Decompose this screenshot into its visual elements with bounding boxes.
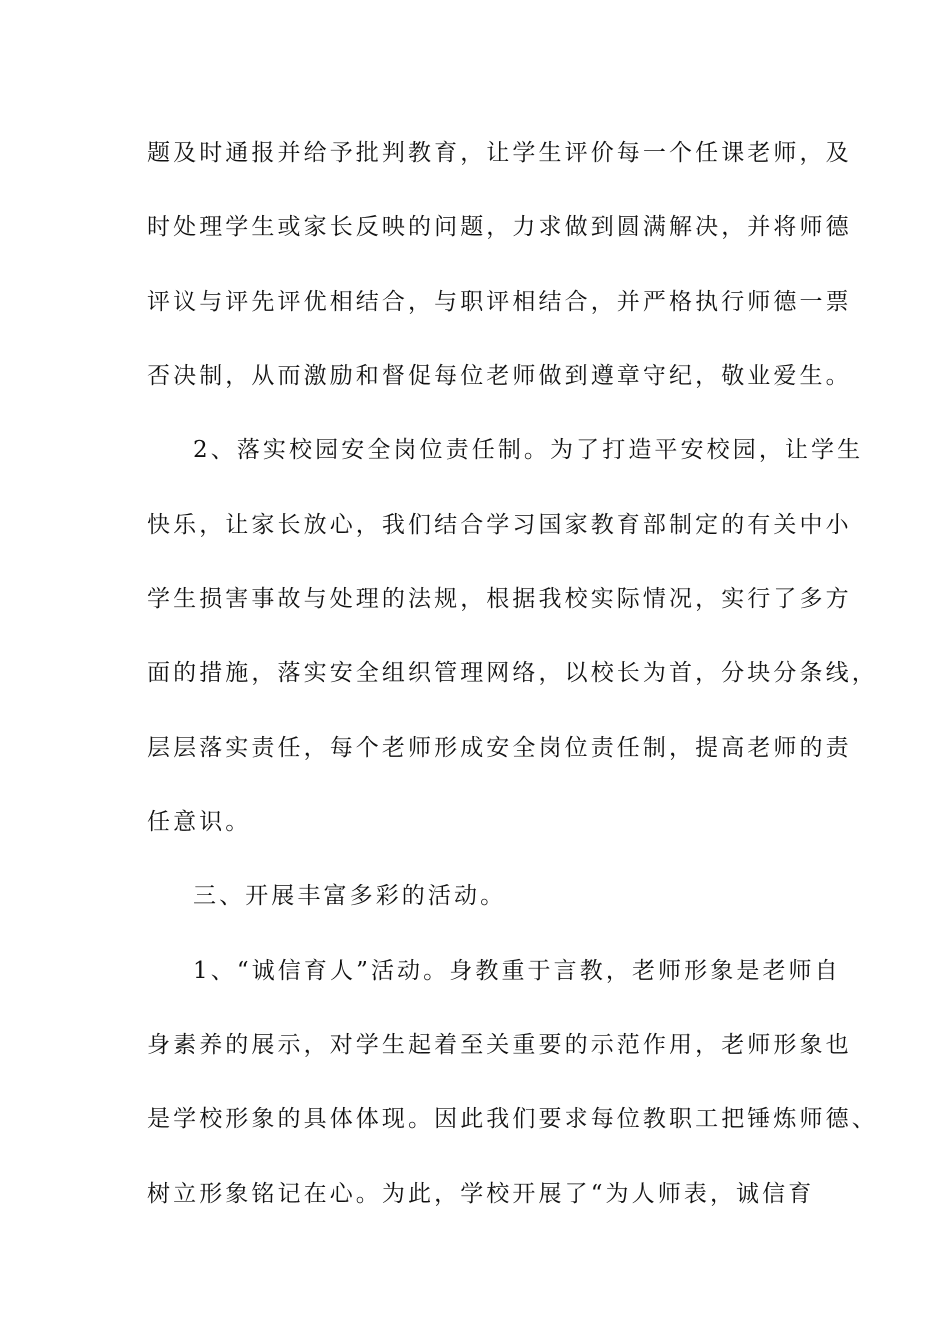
paragraph-start-line: 2、落实校园安全岗位责任制。为了打造平安校园，让学生 bbox=[193, 437, 864, 463]
paragraph-start-line: 1、“诚信育人”活动。身教重于言教，老师形象是老师自 bbox=[193, 958, 841, 984]
text-line: 任意识。 bbox=[147, 809, 252, 835]
text-line: 树立形象铭记在心。为此，学校开展了“为人师表，诚信育 bbox=[147, 1181, 815, 1207]
text-line: 时处理学生或家长反映的问题，力求做到圆满解决，并将师德 bbox=[147, 214, 852, 240]
text-line: 学生损害事故与处理的法规，根据我校实际情况，实行了多方 bbox=[147, 586, 852, 612]
text-line: 否决制，从而激励和督促每位老师做到遵章守纪，敬业爱生。 bbox=[147, 363, 852, 389]
text-line: 题及时通报并给予批判教育，让学生评价每一个任课老师，及 bbox=[147, 140, 852, 166]
text-line: 快乐，让家长放心，我们结合学习国家教育部制定的有关中小 bbox=[147, 512, 852, 538]
section-heading: 三、开展丰富多彩的活动。 bbox=[193, 883, 507, 909]
text-line: 层层落实责任，每个老师形成安全岗位责任制，提高老师的责 bbox=[147, 735, 852, 761]
text-line: 身素养的展示，对学生起着至关重要的示范作用，老师形象也 bbox=[147, 1032, 852, 1058]
text-line: 是学校形象的具体体现。因此我们要求每位教职工把锤炼师德、 bbox=[147, 1106, 878, 1132]
text-line: 评议与评先评优相结合，与职评相结合，并严格执行师德一票 bbox=[147, 289, 852, 315]
text-line: 面的措施，落实安全组织管理网络，以校长为首，分块分条线， bbox=[147, 660, 878, 686]
